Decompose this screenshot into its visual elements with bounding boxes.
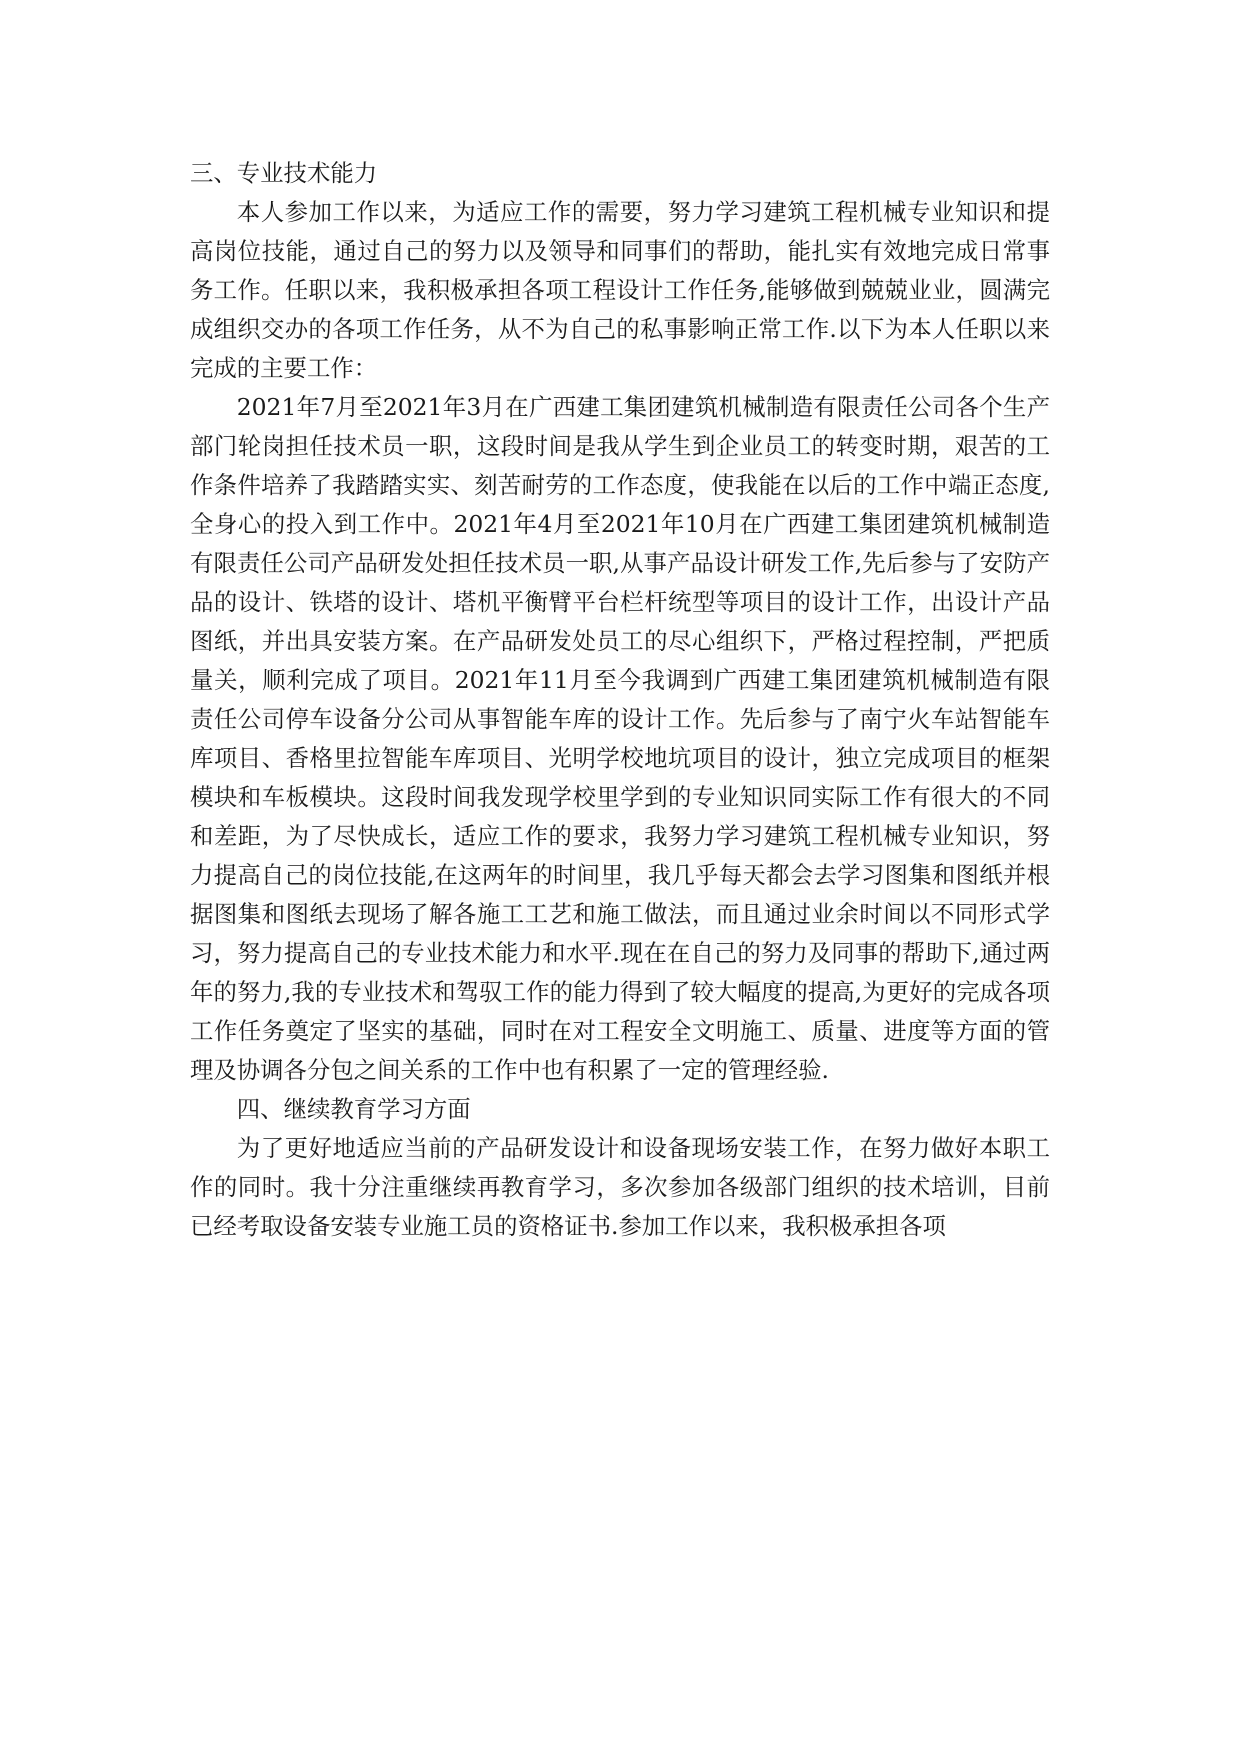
section-heading-technical-ability: 三、专业技术能力: [190, 159, 378, 187]
section-heading-continuing-education: 四、继续教育学习方面: [236, 1095, 471, 1123]
paragraph-continuing-education: 为了更好地适应当前的产品研发设计和设备现场安装工作，在努力做好本职工作的同时。我十分注重继续再教育学习，多次参加各级部门组织的技术培训，目前已经考取设备安装专业施工员的资格证书.参加工作以来，我积极承担各项: [190, 1134, 1050, 1240]
paragraph-work-history: 2021年7月至2021年3月在广西建工集团建筑机械制造有限责任公司各个生产部门轮岗担任技术员一职，这段时间是我从学生到企业员工的转变时期，艰苦的工作条件培养了我踏踏实实、刻苦耐劳的工作态度，使我能在以后的工作中端正态度,全身心的投入到工作中。2021年4月至2021年10月在广西建工集团建筑机械制造有限责任公司产品研发处担任技术员一职,从事产品设计研发工作,先后参与了安防产品的设计、铁塔的设计、塔机平衡臂平台栏杆统型等项目的设计工作，出设计产品图纸，并出具安装方案。在产品研发处员工的尽心组织下，严格过程控制，严把质量关，顺利完成了项目。2021年11月至今我调到广西建工集团建筑机械制造有限责任公司停车设备分公司从事智能车库的设计工作。先后参与了南宁火车站智能车库项目、香格里拉智能车库项目、光明学校地坑项目的设计，独立完成项目的框架模块和车板模块。这段时间我发现学校里学到的专业知识同实际工作有很大的不同和差距，为了尽快成长，适应工作的要求，我努力学习建筑工程机械专业知识，努力提高自己的岗位技能,在这两年的时间里，我几乎每天都会去学习图集和图纸并根据图集和图纸去现场了解各施工工艺和施工做法，而且通过业余时间以不同形式学习，努力提高自己的专业技术能力和水平.现在在自己的努力及同事的帮助下,通过两年的努力,我的专业技术和驾驭工作的能力得到了较大幅度的提高,为更好的完成各项工作任务奠定了坚实的基础，同时在对工程安全文明施工、质量、进度等方面的管理及协调各分包之间关系的工作中也有积累了一定的管理经验.: [190, 393, 1050, 1084]
document-body: [190, 154, 1050, 1246]
paragraph-intro: 本人参加工作以来，为适应工作的需要，努力学习建筑工程机械专业知识和提高岗位技能，通过自己的努力以及领导和同事们的帮助，能扎实有效地完成日常事务工作。任职以来，我积极承担各项工程设计工作任务,能够做到兢兢业业，圆满完成组织交办的各项工作任务，从不为自己的私事影响正常工作.以下为本人任职以来完成的主要工作：: [190, 198, 1050, 382]
